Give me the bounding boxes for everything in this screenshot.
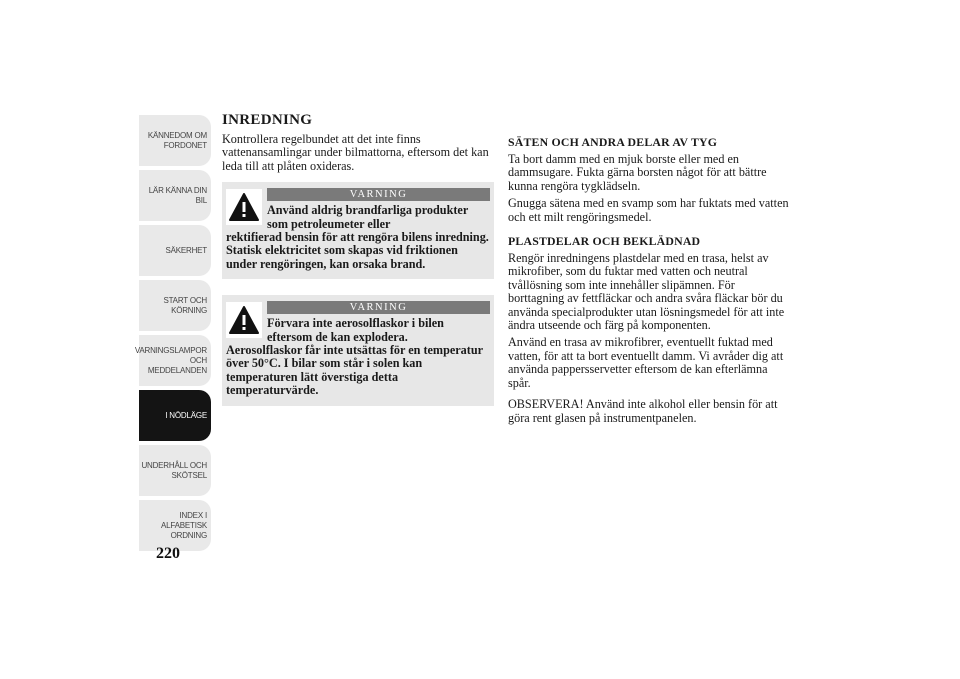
tab-label: I NÖDLÄGE (165, 410, 207, 420)
tab-index[interactable] (139, 500, 211, 551)
paragraph: Ta bort damm med en mjuk borste eller med en dammsugare. Fukta gärna borsten något för att bättre kunna rengöra tygklädseln. (508, 152, 767, 193)
warning-title: VARNING (267, 301, 490, 314)
paragraph: Rengör inredningens plastdelar med en trasa, helst av mikrofiber, som du fuktar med vatten och neutral tvållösning som inte innehåller slipämnen. För borttagning av fettfläckar och andra svåra fläckar bör du använda specialprodukter utan lösningsmedel för att inte ändra utseende och färg på komponenten. (508, 251, 785, 333)
chapter-tabs (134, 115, 211, 555)
warning-text (226, 317, 490, 397)
warning-rest: Aerosolflaskor får inte utsättas för en temperatur över 50°C. I bilar som står i solen kan temperaturen lätt överstiga detta temperaturvärde. (226, 343, 483, 398)
warning-triangle-icon (226, 302, 262, 338)
warning-title: VARNING (267, 188, 490, 201)
tab-label: LÄR KÄNNA DIN BIL (148, 185, 207, 205)
tab-kannedom-om-fordonet[interactable] (139, 115, 211, 166)
right-column (508, 135, 790, 434)
warning-rest: rektifierad bensin för att rengöra bilens inredning. Statisk elektricitet som skapas vid friktionen under rengöringen, kan orsaka brand. (226, 230, 489, 271)
left-column (222, 112, 494, 422)
page-number: 220 (156, 545, 180, 562)
tab-label: SÄKERHET (165, 245, 207, 255)
subheading-plastics: PLASTDELAR OCH BEKLÄDNAD (508, 234, 701, 249)
tab-label: VARNINGSLAMPOR OCH MEDDELANDEN (134, 345, 207, 375)
tab-label: START OCH KÖRNING (163, 295, 207, 315)
tab-label: UNDERHÅLL OCH SKÖTSEL (141, 460, 207, 480)
paragraph-note: OBSERVERA! Använd inte alkohol eller bensin för att göra rent glasen på instrumentpanelen. (508, 397, 778, 425)
paragraph: Gnugga sätena med en svamp som har fuktats med vatten och ett milt rengöringsmedel. (508, 196, 789, 224)
tab-varningslampor[interactable] (134, 335, 211, 386)
intro-paragraph: Kontrollera regelbundet att det inte finns vattenansamlingar under bilmattorna, eftersom det kan leda till att plåten oxideras. (222, 132, 489, 173)
section-heading: INREDNING (222, 112, 313, 128)
warning-text (226, 204, 490, 271)
tab-sakerhet[interactable] (139, 225, 211, 276)
warning-lead: Förvara inte aerosolflaskor i bilen eftersom de kan explodera. (267, 316, 444, 344)
subheading-seats: SÄTEN OCH ANDRA DELAR AV TYG (508, 135, 718, 149)
tab-label: KÄNNEDOM OM FORDONET (147, 130, 207, 150)
paragraph: Använd en trasa av mikrofibrer, eventuellt fuktad med vatten, för att ta bort eventuellt damm. Vi avråder dig att använda pappersservetter eftersom de kan efterlämna spår. (508, 335, 784, 390)
warning-triangle-icon (226, 189, 262, 225)
warning-box-2 (222, 295, 494, 405)
tab-underhall-och-skotsel[interactable] (139, 445, 211, 496)
tab-label: INDEX I ALFABETISK ORDNING (160, 510, 207, 540)
tab-lar-kanna-din-bil[interactable] (139, 170, 211, 221)
tab-start-och-korning[interactable] (139, 280, 211, 331)
warning-box-1 (222, 182, 494, 279)
warning-lead: Använd aldrig brandfarliga produkter som petroleumeter eller (267, 203, 469, 231)
tab-i-nodlage[interactable] (139, 390, 211, 441)
